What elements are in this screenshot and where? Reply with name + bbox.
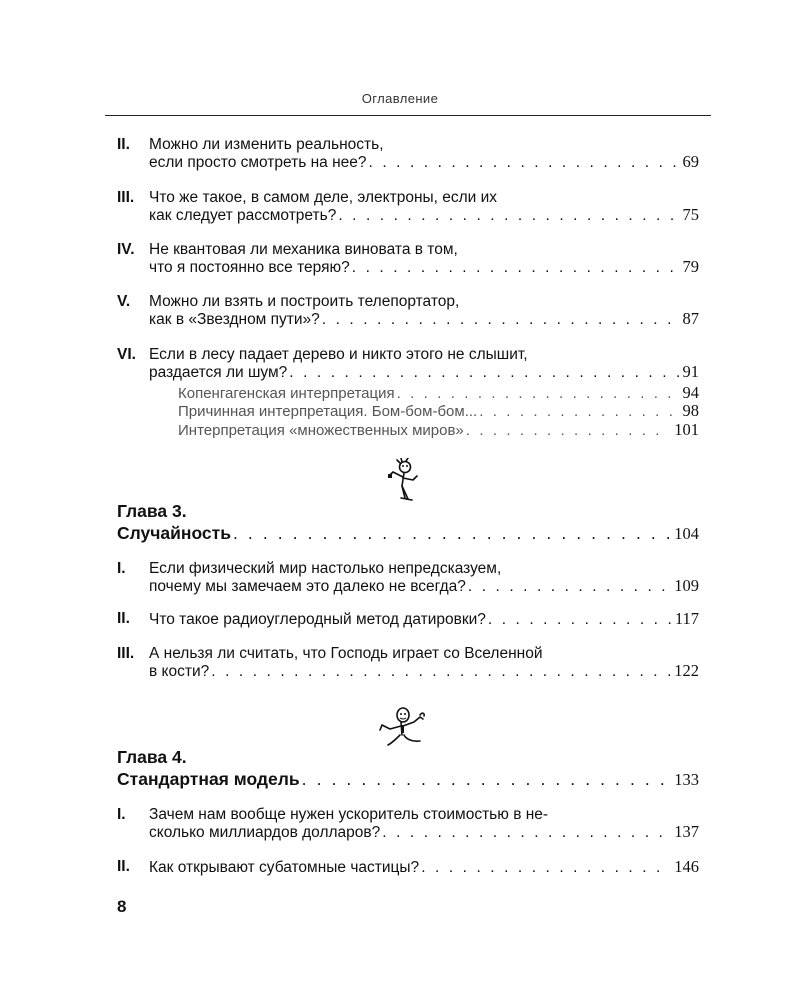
- subentry-page: 101: [674, 420, 699, 439]
- entry-number: V.: [117, 293, 131, 310]
- entry-title: Как открывают субатомные частицы?: [149, 859, 420, 876]
- running-header: Оглавление: [361, 91, 439, 106]
- toc-entry[interactable]: [117, 346, 699, 381]
- entry-title-line2: в кости?: [149, 663, 210, 680]
- leader-dots: [466, 578, 670, 595]
- entry-title-line1: Можно ли взять и построить телепортатор,: [149, 293, 460, 310]
- entry-page: 117: [674, 609, 699, 628]
- entry-number: II.: [117, 858, 130, 875]
- leader-dots: [336, 207, 678, 224]
- entry-title: Что такое радиоуглеродный метод датировки?: [149, 611, 486, 628]
- leader-dots: [477, 403, 678, 420]
- toc-entry[interactable]: [117, 136, 699, 171]
- entry-number: I.: [117, 560, 126, 577]
- entry-title-line2: если просто смотреть на нее?: [149, 154, 367, 171]
- chapter-title: Стандартная модель: [117, 769, 300, 789]
- chapter-page: 104: [674, 524, 699, 543]
- leader-dots: [367, 154, 679, 171]
- leader-dots: [486, 611, 671, 628]
- entry-page: 87: [682, 309, 699, 328]
- chapter-heading[interactable]: [117, 500, 699, 545]
- entry-page: 75: [682, 205, 699, 224]
- entry-title-line2: сколько миллиардов долларов?: [149, 824, 381, 841]
- entry-number: II.: [117, 610, 130, 627]
- entry-number: VI.: [117, 346, 136, 363]
- cartoon-figure-icon: [376, 705, 430, 749]
- entry-page: 69: [682, 152, 699, 171]
- entry-title-line1: Что же такое, в самом деле, электроны, если их: [149, 189, 498, 206]
- leader-dots: [419, 859, 670, 876]
- leader-dots: [320, 311, 679, 328]
- toc-entry[interactable]: [117, 241, 699, 276]
- toc-entry[interactable]: [117, 610, 699, 628]
- page-number: 8: [117, 897, 127, 916]
- entry-page: 79: [682, 257, 699, 276]
- entry-title-line2: как следует рассмотреть?: [149, 207, 337, 224]
- subentry-title: Копенгагенская интерпретация: [178, 385, 395, 402]
- entry-number: III.: [117, 189, 135, 206]
- toc-entry[interactable]: [117, 645, 699, 680]
- subentry-title: Интерпретация «множественных миров»: [178, 422, 464, 439]
- leader-dots: [231, 522, 670, 544]
- toc-entry[interactable]: [117, 858, 699, 876]
- entry-number: III.: [117, 645, 135, 662]
- entry-page: 146: [674, 857, 699, 876]
- entry-title-line2: что я постоянно все теряю?: [149, 259, 350, 276]
- toc-subentry[interactable]: [178, 384, 699, 402]
- leader-dots: [395, 385, 679, 402]
- subentry-title: Причинная интерпретация. Бом-бом-бом...: [178, 403, 478, 420]
- chapter-label: Глава 4.: [117, 747, 187, 767]
- entry-page: 91: [682, 362, 699, 381]
- subentry-page: 94: [682, 383, 699, 402]
- entry-number: IV.: [117, 241, 135, 258]
- toc-subentry[interactable]: [178, 421, 699, 439]
- entry-title-line1: Не квантовая ли механика виновата в том,: [149, 241, 458, 258]
- cartoon-figure-icon: [383, 458, 423, 502]
- toc-entry[interactable]: [117, 293, 699, 328]
- leader-dots: [464, 422, 670, 439]
- leader-dots: [380, 824, 670, 841]
- entry-title-line2: раздается ли шум?: [149, 364, 288, 381]
- entry-number: II.: [117, 136, 130, 153]
- entry-page: 137: [674, 822, 699, 841]
- entry-title-line1: А нельзя ли считать, что Господь играет со Вселенной: [149, 645, 543, 662]
- chapter-label: Глава 3.: [117, 501, 187, 521]
- entry-page: 122: [674, 661, 699, 680]
- chapter-title: Случайность: [117, 523, 231, 543]
- leader-dots: [350, 259, 679, 276]
- toc-entry[interactable]: [117, 560, 699, 595]
- chapter-page: 133: [674, 770, 699, 789]
- entry-title-line1: Зачем нам вообще нужен ускоритель стоимостью в не-: [149, 806, 549, 823]
- entry-title-line1: Можно ли изменить реальность,: [149, 136, 384, 153]
- leader-dots: [209, 663, 670, 680]
- entry-title-line2: почему мы замечаем это далеко не всегда?: [149, 578, 466, 595]
- entry-page: 109: [674, 576, 699, 595]
- entry-title-line1: Если в лесу падает дерево и никто этого не слышит,: [149, 346, 528, 363]
- entry-title-line2: как в «Звездном пути»?: [149, 311, 320, 328]
- toc-entry[interactable]: [117, 806, 699, 841]
- entry-title-line1: Если физический мир настолько непредсказуем,: [149, 560, 502, 577]
- leader-dots: [300, 768, 671, 790]
- toc-entry[interactable]: [117, 189, 699, 224]
- chapter-heading[interactable]: [117, 746, 699, 791]
- toc-subentry[interactable]: [178, 402, 699, 420]
- subentry-page: 98: [682, 401, 699, 420]
- entry-number: I.: [117, 806, 126, 823]
- leader-dots: [287, 364, 678, 381]
